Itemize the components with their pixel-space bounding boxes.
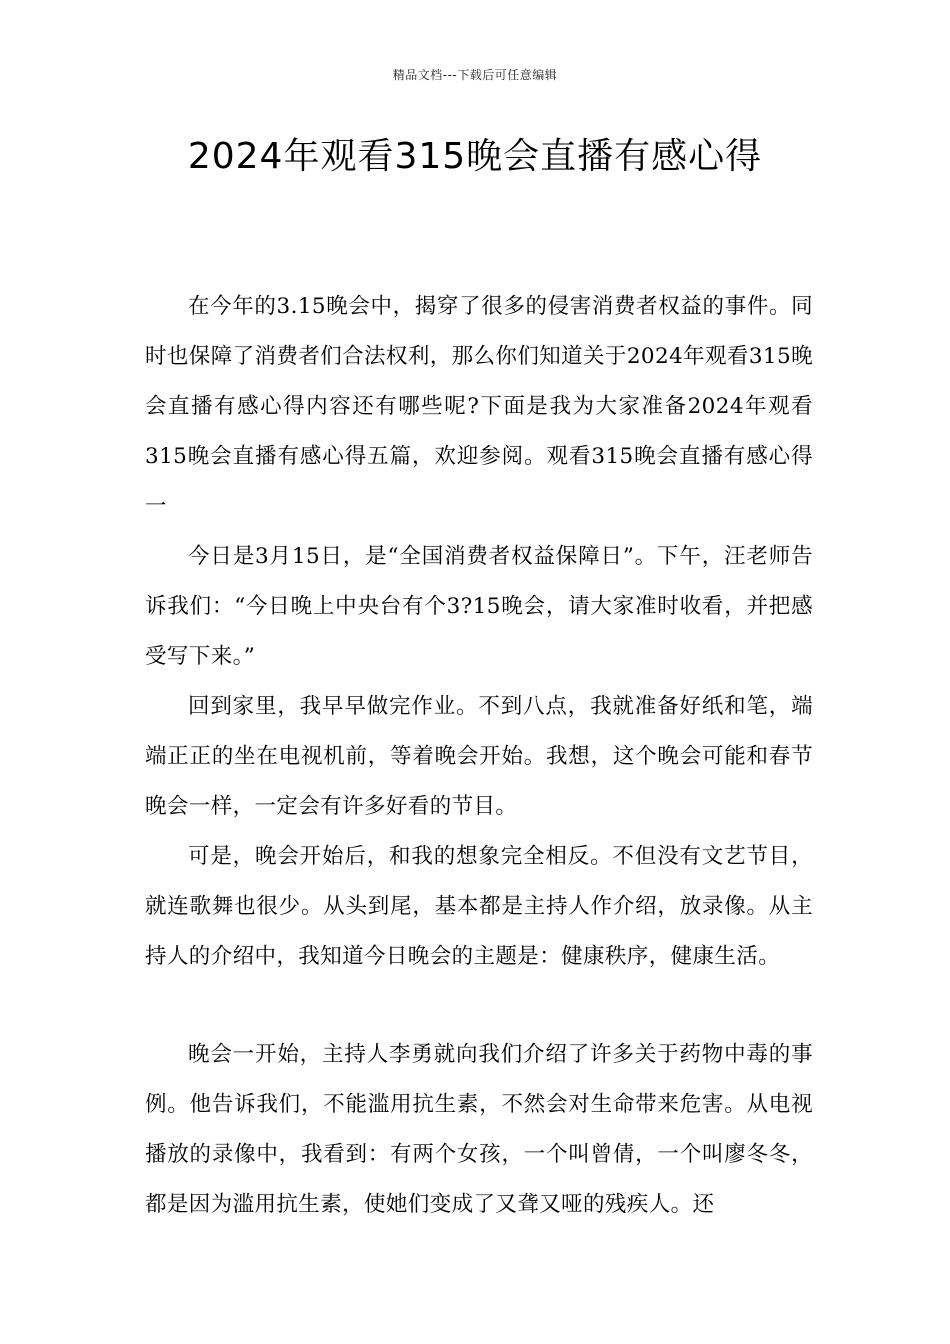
paragraph-consumer-day: 今日是3月15日，是“全国消费者权益保障日”。下午，汪老师告诉我们：“今日晚上中央台有个3?15晚会，请大家准时收看，并把感受写下来。” <box>145 544 813 669</box>
paragraph-antibiotics: 晚会一开始，主持人李勇就向我们介绍了许多关于药物中毒的事例。他告诉我们，不能滥用抗生素，不然会对生命带来危害。从电视播放的录像中，我看到：有两个女孩，一个叫曾倩，一个叫廖冬冬，都是因为滥用抗生素，使她们变成了又聋又哑的残疾人。还 <box>145 1042 813 1217</box>
paragraph-show-theme: 可是，晚会开始后，和我的想象完全相反。不但没有文艺节目，就连歌舞也很少。从头到尾，基本都是主持人作介绍，放录像。从主持人的介绍中，我知道今日晚会的主题是：健康秩序，健康生活。 <box>145 844 813 969</box>
page-header-note: 精品文档---下载后可任意编辑 <box>392 68 558 82</box>
document-title: 2024年观看315晚会直播有感心得 <box>187 136 763 177</box>
paragraph-intro: 在今年的3.15晚会中，揭穿了很多的侵害消费者权益的事件。同时也保障了消费者们合法权利，那么你们知道关于2024年观看315晚会直播有感心得内容还有哪些呢?下面是我为大家准备2024年观看315晚会直播有感心得五篇，欢迎参阅。观看315晚会直播有感心得一 <box>145 294 813 519</box>
paragraph-homework: 回到家里，我早早做完作业。不到八点，我就准备好纸和笔，端端正正的坐在电视机前，等着晚会开始。我想，这个晚会可能和春节晚会一样，一定会有许多好看的节目。 <box>145 694 813 819</box>
document-body <box>145 282 813 1230</box>
